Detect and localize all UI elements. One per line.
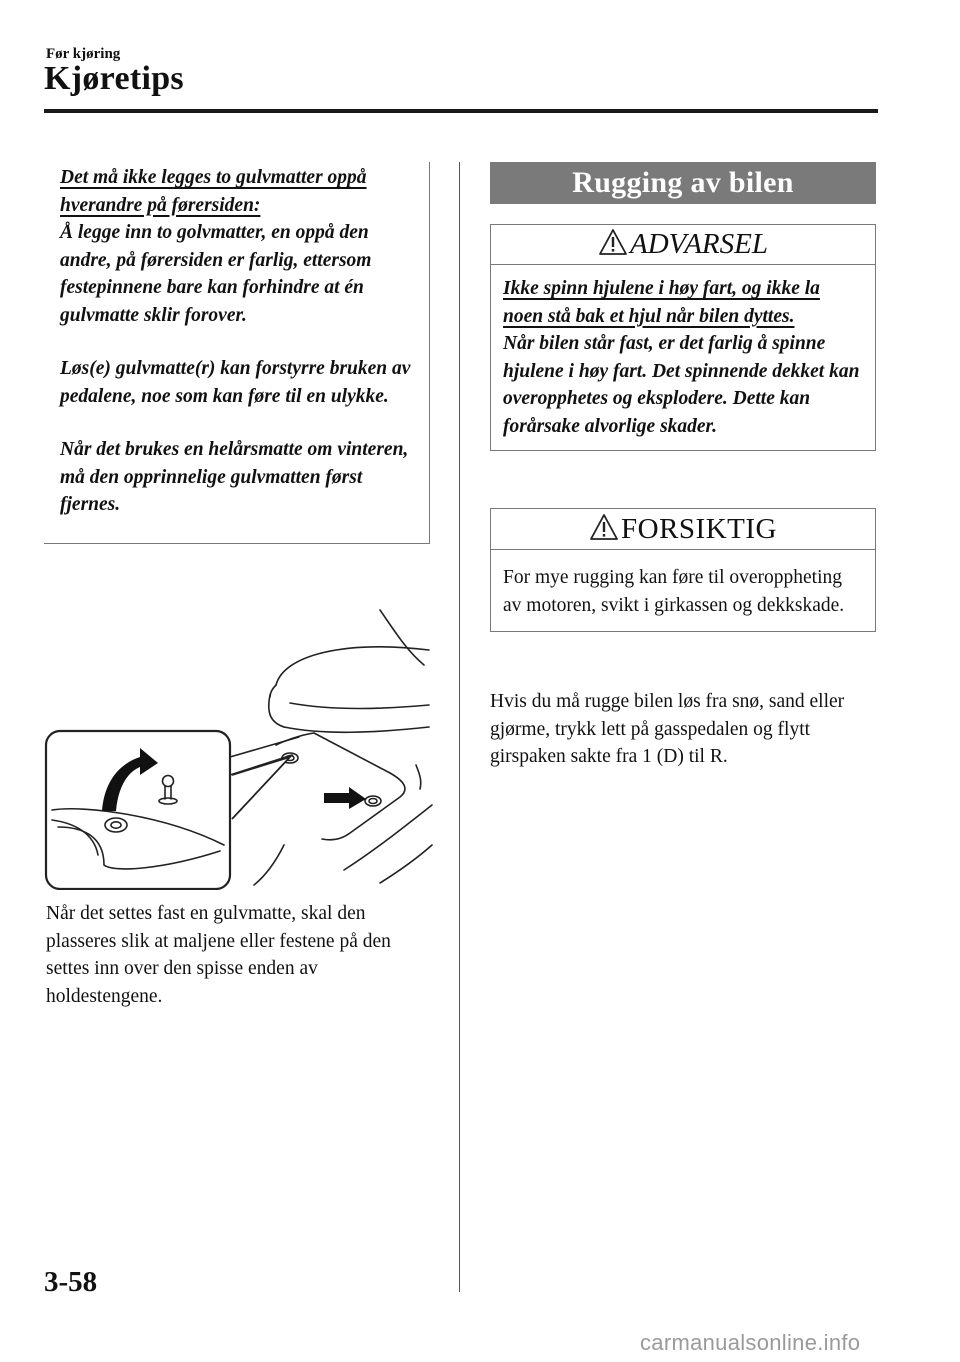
forsiktig-text: For mye rugging kan føre til overoppheting av motoren, svikt i girkassen og dekkskade.	[503, 567, 845, 616]
forsiktig-label: FORSIKTIG	[621, 513, 777, 545]
caution-triangle-icon	[589, 513, 619, 541]
arrow-icon	[324, 787, 366, 809]
floor-mat-instructions: Når det settes fast en gulvmatte, skal den plasseres slik at maljene eller festene på den settes inn over den spisse enden av holdestengene.	[46, 903, 391, 1007]
column-divider	[459, 162, 460, 1292]
advarsel-text: Når bilen står fast, er det farlig å spinne hjulene i høy fart. Det spinnende dekket kan overopphetes og eksplodere. Dette kan forårsake alvorlige skader.	[503, 333, 860, 437]
warning-underlined-heading: Det må ikke legges to gulvmatter oppå hverandre på førersiden:	[60, 167, 367, 216]
watermark: carmanualsonline.info	[640, 1330, 861, 1355]
warning-triangle-icon	[598, 228, 628, 256]
advarsel-box	[490, 224, 876, 451]
advarsel-body	[491, 265, 875, 450]
advarsel-underlined: Ikke spinn hjulene i høy fart, og ikke la noen stå bak et hjul når bilen dyttes.	[503, 278, 820, 327]
forsiktig-box	[490, 508, 876, 632]
warning-paragraph-2: Løs(e) gulvmatte(r) kan forstyrre bruken av pedalene, noe som kan føre til en ulykke.	[60, 358, 411, 407]
rocking-instructions: Hvis du må rugge bilen løs fra snø, sand eller gjørme, trykk lett på gasspedalen og flytt girspaken sakte fra 1 (D) til R.	[490, 691, 845, 767]
page-number: 3-58	[44, 1266, 98, 1298]
header-rule	[44, 109, 878, 113]
advarsel-header	[491, 225, 875, 265]
page-title: Kjøretips	[44, 60, 184, 97]
section-title: Rugging av bilen	[490, 162, 876, 204]
warning-paragraph-1: Å legge inn to golvmatter, en oppå den andre, på førersiden er farlig, ettersom festepinnene bare kan forhindre at én gulvmatte sklir forover.	[60, 222, 372, 326]
section-label: Før kjøring	[46, 46, 121, 62]
floor-mat-warning-box	[44, 162, 430, 544]
floor-mat-illustration	[44, 605, 434, 890]
forsiktig-header	[491, 509, 875, 550]
warning-paragraph-3: Når det brukes en helårsmatte om vinteren, må den opprinnelige gulvmatten først fjernes.	[60, 439, 409, 515]
advarsel-label: ADVARSEL	[630, 228, 768, 260]
